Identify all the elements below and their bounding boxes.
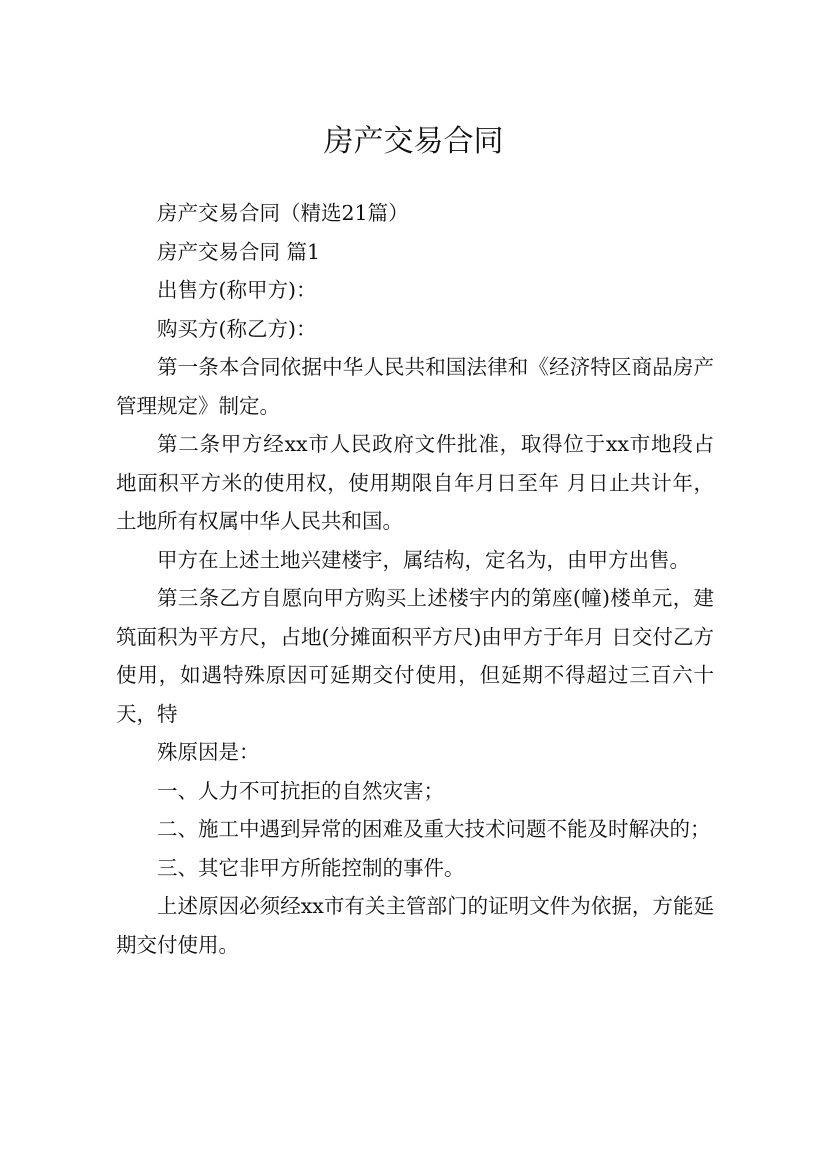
paragraph-buyer: 购买方(称乙方)： xyxy=(157,316,317,341)
paragraph-seller: 出售方(称甲方)： xyxy=(157,278,317,302)
paragraph-special-reasons: 殊原因是： xyxy=(157,740,260,764)
document-title: 房产交易合同 xyxy=(323,124,504,160)
paragraph-part-heading: 房产交易合同 篇1 xyxy=(157,239,321,264)
paragraph-building: 甲方在上述土地兴建楼宇，属结构，定名为，由甲方出售。 xyxy=(157,547,690,572)
paragraph-article-3: 第三条乙方自愿向甲方购买上述楼宇内的第座(幢)楼单元，建筑面积为平方尺，占地(分摊面积平方尺)由甲方于年月 日交付乙方使用，如遇特殊原因可延期交付使用，但延期不得超过三百六十天，特 xyxy=(116,586,714,726)
paragraph-reason-3: 三、其它非甲方所能控制的事件。 xyxy=(157,855,465,880)
paragraph-article-1: 第一条本合同依据中华人民共和国法律和《经济特区商品房产管理规定》制定。 xyxy=(116,355,714,418)
paragraph-article-2: 第二条甲方经xx市人民政府文件批准，取得位于xx市地段占地面积平方米的使用权，使用期限自年月日至年 月日止共计年，土地所有权属中华人民共和国。 xyxy=(116,432,714,533)
paragraph-reason-2: 二、施工中遇到异常的困难及重大技术问题不能及时解决的； xyxy=(157,817,711,841)
paragraph-subtitle: 房产交易合同（精选21篇） xyxy=(157,201,409,225)
paragraph-proof-requirement: 上述原因必须经xx市有关主管部门的证明文件为依据，方能延期交付使用。 xyxy=(116,894,714,957)
document-body xyxy=(116,194,714,964)
paragraph-reason-1: 一、人力不可抗拒的自然灾害； xyxy=(157,778,444,803)
